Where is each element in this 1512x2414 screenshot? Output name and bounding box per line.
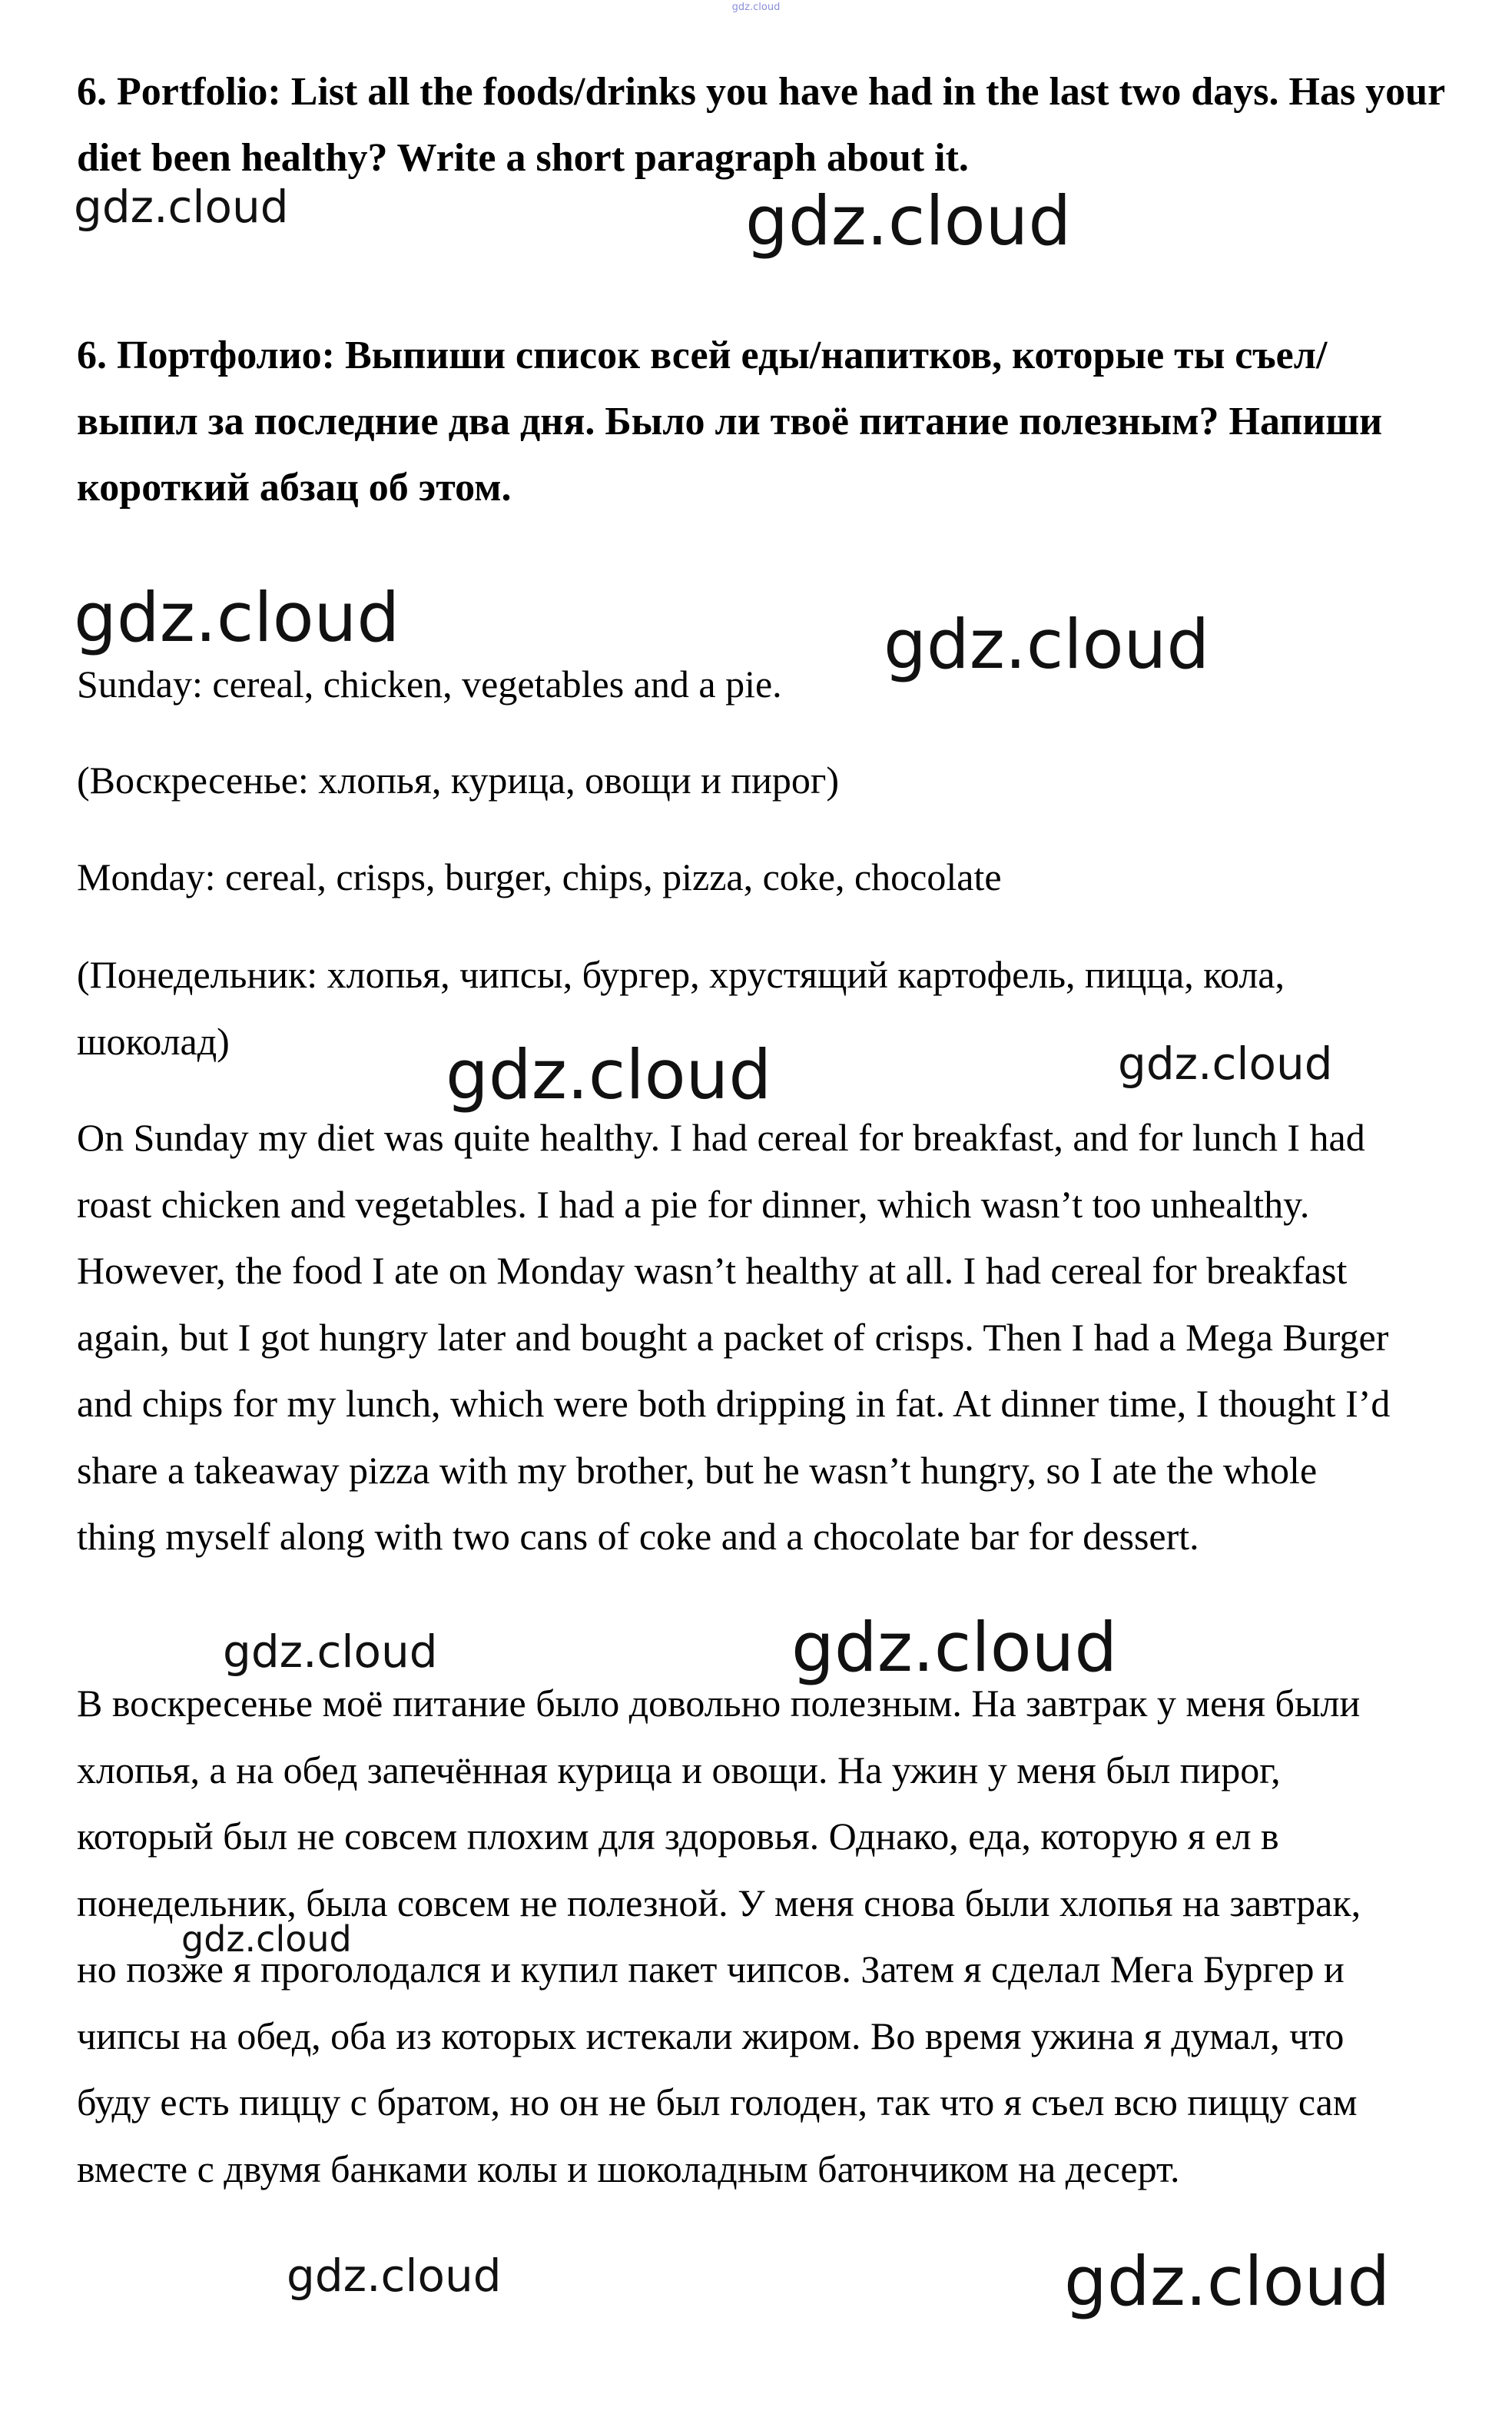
watermark-logo: gdz.cloud xyxy=(791,1608,1118,1687)
watermark-logo: gdz.cloud xyxy=(74,181,289,233)
watermark-logo: gdz.cloud xyxy=(446,1035,772,1114)
top-watermark: gdz.cloud xyxy=(731,2,781,13)
sunday-list-russian: (Воскресенье: хлопья, курица, овощи и пирог) xyxy=(77,759,840,802)
watermark-logo: gdz.cloud xyxy=(1118,1038,1333,1090)
watermark-logo: gdz.cloud xyxy=(1064,2242,1391,2321)
monday-list-russian: (Понедельник: хлопья, чипсы, бургер, хрустящий картофель, пицца, кола, шоколад) xyxy=(77,953,1285,1063)
watermark-logo: gdz.cloud xyxy=(74,578,400,657)
watermark-logo: gdz.cloud xyxy=(745,181,1072,261)
watermark-logo: gdz.cloud xyxy=(884,605,1210,684)
answer-paragraph-english: On Sunday my diet was quite healthy. I had cereal for breakfast, and for lunch I had roast chicken and vegetables. I had a pie for dinner, which wasn’t too unhealthy. However, the food I ate on Monday wasn’t healthy at all. I had cereal for breakfast again, but I got hungry later and bought a packet of crisps. Then I had a Mega Burger and chips for my lunch, which were both dripping in fat. At dinner time, I thought I’d share a takeaway pizza with my brother, but he wasn’t hungry, so I ate the whole thing myself along with two cans of coke and a chocolate bar for dessert. xyxy=(77,1116,1391,1558)
watermark-logo: gdz.cloud xyxy=(181,1918,352,1960)
watermark-logo: gdz.cloud xyxy=(223,1625,438,1678)
monday-list-english: Monday: cereal, crisps, burger, chips, pizza, coke, chocolate xyxy=(77,855,1002,898)
watermark-logo: gdz.cloud xyxy=(287,2250,502,2302)
sunday-list-english: Sunday: cereal, chicken, vegetables and a pie. xyxy=(77,662,782,706)
answer-paragraph-russian: В воскресенье моё питание было довольно полезным. На завтрак у меня были хлопья, а на обед запечённая курица и овощи. На ужин у меня был пирог, который был не совсем плохим для здоровья. Однако, еда, которую я ел в понедельник, была совсем не полезной. У меня снова были хлопья на завтрак, но позже я проголодался и купил пакет чипсов. Затем я сделал Мега Бургер и чипсы на обед, оба из которых истекали жиром. Во время ужина я думал, что буду есть пиццу с братом, но он не был голоден, так что я съел всю пиццу сам вместе с двумя банками колы и шоколадным батончиком на десерт. xyxy=(77,1682,1361,2190)
task-heading-russian: 6. Портфолио: Выпиши список всей еды/напитков, которые ты съел/выпил за последние два дня. Было ли твоё питание полезным? Напиши короткий абзац об этом. xyxy=(77,334,1383,510)
task-heading-english: 6. Portfolio: List all the foods/drinks you have had in the last two days. Has your diet been healthy? Write a short paragraph about it. xyxy=(77,70,1445,180)
